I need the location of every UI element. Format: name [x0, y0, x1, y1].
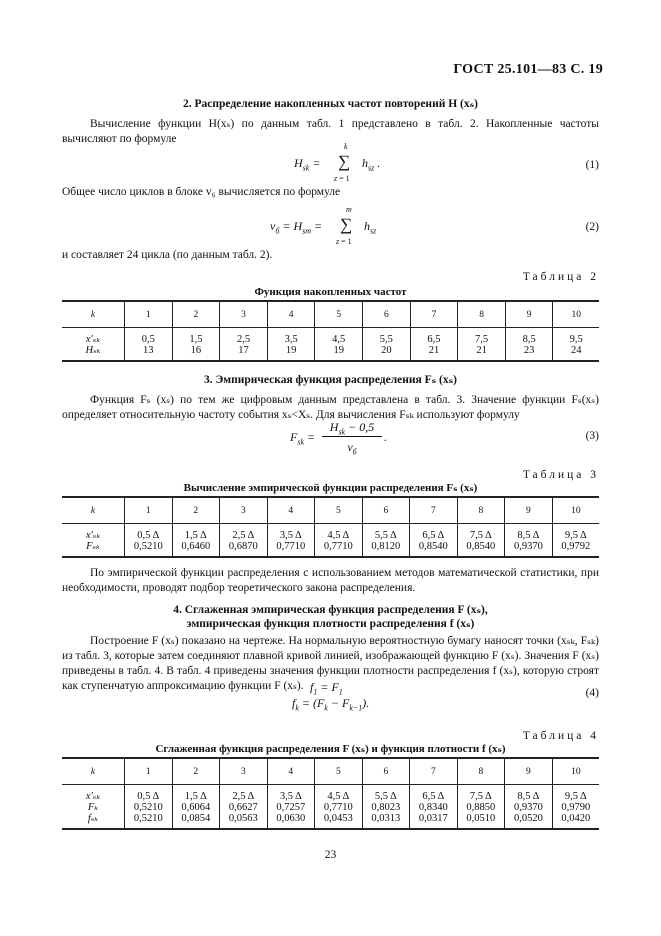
table-2-header-k: k [62, 301, 125, 328]
table-cell: 6,5 [427, 334, 441, 345]
table-4-col: 7 [410, 758, 458, 785]
table-cell: 8,5 Δ [517, 530, 540, 541]
table-cell: 23 [523, 345, 535, 356]
table-2-label: Таблица 2 [522, 271, 599, 283]
table-cell: 2,5 Δ [232, 791, 255, 802]
table-cell: 0,7710 [276, 541, 306, 552]
table-cell: 7,5 Δ [469, 791, 492, 802]
table-cell: 0,8540 [466, 541, 496, 552]
table-4-header-k: k [62, 758, 125, 785]
table-cell: 3,5 [284, 334, 298, 345]
table-cell: 0,5210 [133, 541, 163, 552]
paragraph-5: По эмпирической функции распределения с использованием методов математической статистики, при необходимости, проводят подбор теоретического закона распределения. [62, 567, 599, 594]
table-4-col: 5 [315, 758, 363, 785]
table-4-col: 9 [505, 758, 553, 785]
table-cell: 3,5 Δ [279, 791, 302, 802]
table-cell: 0,5 Δ [137, 791, 160, 802]
table-cell: 0,6064 [181, 802, 211, 813]
table-3-row-label: Fₛₖ [86, 541, 100, 552]
table-3-col: 9 [505, 497, 553, 524]
section-2-heading: 2. Распределение накопленных частот повторений H (xₛ) [183, 98, 478, 110]
equation-2-number: (2) [585, 221, 599, 233]
table-cell: 2,5 Δ [232, 530, 255, 541]
table-2-title: Функция накопленных частот [254, 286, 407, 298]
table-4-title: Сглаженная функция распределения F (xₛ) и функция плотности f (xₛ) [155, 743, 506, 755]
table-cell: 5,5 [379, 334, 393, 345]
table-cell: 0,0317 [418, 813, 448, 824]
paragraph-6: Построение F (xₛ) показано на чертеже. На нормальную вероятностную бумагу наносят точки (xₛₖ, Fₛₖ) из табл. 3, которые затем соединяют плавной кривой линией, изображающей функцию F (xₛ). Значения F (xₛ) приведены в табл. 4. В табл. 4 приведены значения функции плотности распределения f (xₛ), которую строят как ступенчатую аппроксимацию функции F (xₛ). [62, 635, 599, 692]
table-4-col: 4 [267, 758, 315, 785]
equation-1-number: (1) [585, 159, 599, 171]
table-4-col: 6 [362, 758, 410, 785]
table-cell: 0,5210 [133, 802, 163, 813]
table-3-label: Таблица 3 [522, 469, 599, 481]
table-cell: 21 [476, 345, 487, 356]
table-3-header-k: k [62, 497, 125, 524]
table-4-col: 8 [457, 758, 505, 785]
table-cell: 0,6460 [181, 541, 211, 552]
table-2-col: 6 [363, 301, 411, 328]
table-cell: 8,5 Δ [517, 791, 540, 802]
table-cell: 0,6870 [228, 541, 258, 552]
table-2-col: 2 [172, 301, 220, 328]
table-3-col: 7 [410, 497, 458, 524]
table-cell: 4,5 Δ [327, 791, 350, 802]
table-cell: 0,5210 [133, 813, 163, 824]
table-2-col: 4 [267, 301, 315, 328]
table-3-col: 8 [457, 497, 505, 524]
table-2-col: 8 [458, 301, 506, 328]
table-cell: 0,5 [141, 334, 155, 345]
table-3-col: 10 [552, 497, 599, 524]
paragraph-3: и составляет 24 цикла (по данным табл. 2). [62, 249, 273, 261]
table-cell: 19 [333, 345, 344, 356]
table-2-col: 9 [505, 301, 553, 328]
table-cell: 24 [570, 345, 582, 356]
table-cell: 0,0520 [513, 813, 543, 824]
equation-3-number: (3) [585, 430, 599, 442]
table-cell: 5,5 Δ [374, 530, 397, 541]
table-3-col: 1 [125, 497, 173, 524]
table-4 [62, 757, 599, 830]
table-cell: 4,5 Δ [327, 530, 350, 541]
table-cell: 19 [285, 345, 297, 356]
paragraph-2: Общее число циклов в блоке v₆ вычисляется по формуле [62, 186, 341, 198]
table-4-col: 10 [552, 758, 599, 785]
table-cell: 0,5 Δ [137, 530, 160, 541]
table-cell: 20 [381, 345, 392, 356]
equation-1: $H_{sk}$ = k ∑ z = 1 $h_{sz}$ . [294, 142, 381, 183]
table-3-col: 6 [362, 497, 410, 524]
equation-3: $F_{sk}$ = $H_{sk} - 0,5$ $v_б$ . [290, 420, 387, 457]
page-header: ГОСТ 25.101—83 С. 19 [453, 62, 603, 77]
paragraph-4: Функция Fₛ (xₛ) по тем же цифровым данным представлена в табл. 3. Значение функции Fₛ(xₛ) определяет относительную частоту события xₛ<Xₛ. Для вычисления Fₛₖ используют формулу [62, 394, 599, 421]
table-2-row-label: x′ₛₖ [85, 334, 101, 345]
table-3-col: 3 [220, 497, 268, 524]
table-3-col: 2 [172, 497, 220, 524]
page-number: 23 [324, 849, 337, 861]
table-cell: 1,5 Δ [184, 791, 207, 802]
table-2 [62, 300, 599, 362]
table-4-row-label: Fₖ [87, 802, 99, 813]
table-cell: 5,5 Δ [374, 791, 397, 802]
table-cell: 0,8120 [371, 541, 401, 552]
table-4-col: 2 [172, 758, 220, 785]
table-3 [62, 496, 599, 558]
table-cell: 9,5 Δ [564, 791, 587, 802]
table-cell: 7,5 Δ [469, 530, 492, 541]
table-cell: 0,0420 [561, 813, 591, 824]
table-cell: 17 [238, 345, 249, 356]
table-cell: 9,5 [569, 334, 583, 345]
table-4-row-label: x′ₛₖ [85, 791, 101, 802]
table-2-col: 5 [315, 301, 363, 328]
table-cell: 0,0630 [276, 813, 306, 824]
table-cell: 0,7710 [323, 802, 353, 813]
table-cell: 3,5 Δ [279, 530, 302, 541]
table-4-row-label: fₛₖ [87, 813, 99, 824]
table-2-col: 10 [553, 301, 599, 328]
table-2-col: 1 [125, 301, 173, 328]
equation-2: $v_б = H_{sm}$ = m ∑ z = 1 $h_{sz}$ [270, 205, 377, 246]
table-cell: 0,8023 [371, 802, 401, 813]
table-3-row-label: x′ₛₖ [85, 530, 101, 541]
table-cell: 1,5 Δ [184, 530, 207, 541]
table-cell: 0,0313 [371, 813, 401, 824]
table-cell: 0,9370 [513, 802, 543, 813]
table-4-col: 1 [125, 758, 173, 785]
table-cell: 4,5 [332, 334, 346, 345]
table-cell: 9,5 Δ [564, 530, 587, 541]
table-cell: 0,7710 [323, 541, 353, 552]
table-2-col: 7 [410, 301, 458, 328]
table-cell: 0,8850 [466, 802, 496, 813]
table-cell: 0,0563 [228, 813, 258, 824]
table-cell: 16 [190, 345, 202, 356]
table-cell: 0,7257 [276, 802, 306, 813]
table-2-row-label: Hₛₖ [85, 345, 101, 356]
table-cell: 0,8540 [418, 541, 448, 552]
section-4-heading-line-2: эмпирическая функция плотности распределения f (xₛ) [186, 618, 475, 630]
table-cell: 6,5 Δ [422, 530, 445, 541]
table-cell: 0,0453 [323, 813, 353, 824]
table-3-title: Вычисление эмпирической функции распределения Fₛ (xₛ) [183, 482, 478, 494]
table-3-col: 5 [315, 497, 363, 524]
equation-4: $f_1 = F_1$ $f_k = (F_k - F_{k-1})$. [292, 680, 370, 713]
table-cell: 1,5 [189, 334, 203, 345]
table-cell: 8,5 [522, 334, 536, 345]
table-cell: 6,5 Δ [422, 791, 445, 802]
table-2-col: 3 [220, 301, 268, 328]
table-4-col: 3 [220, 758, 268, 785]
table-cell: 0,6627 [228, 802, 258, 813]
section-4-heading-line-1: 4. Сглаженная эмпирическая функция распределения F (xₛ), [173, 604, 488, 616]
table-cell: 0,9790 [561, 802, 591, 813]
table-cell: 21 [428, 345, 440, 356]
table-cell: 2,5 [236, 334, 251, 345]
table-4-label: Таблица 4 [522, 730, 599, 742]
table-cell: 13 [143, 345, 154, 356]
section-3-heading: 3. Эмпирическая функция распределения Fₛ (xₛ) [204, 374, 457, 386]
paragraph-1: Вычисление функции H(xₛ) по данным табл. 1 представлено в табл. 2. Накопленные частоты вычисляют по формуле [62, 118, 599, 145]
table-cell: 0,9792 [561, 541, 591, 552]
table-3-col: 4 [267, 497, 315, 524]
table-cell: 0,0510 [466, 813, 496, 824]
equation-4-number: (4) [585, 687, 599, 699]
table-cell: 0,0854 [181, 813, 211, 824]
table-cell: 0,8340 [418, 802, 448, 813]
table-cell: 0,9370 [513, 541, 543, 552]
table-cell: 7,5 [475, 334, 489, 345]
